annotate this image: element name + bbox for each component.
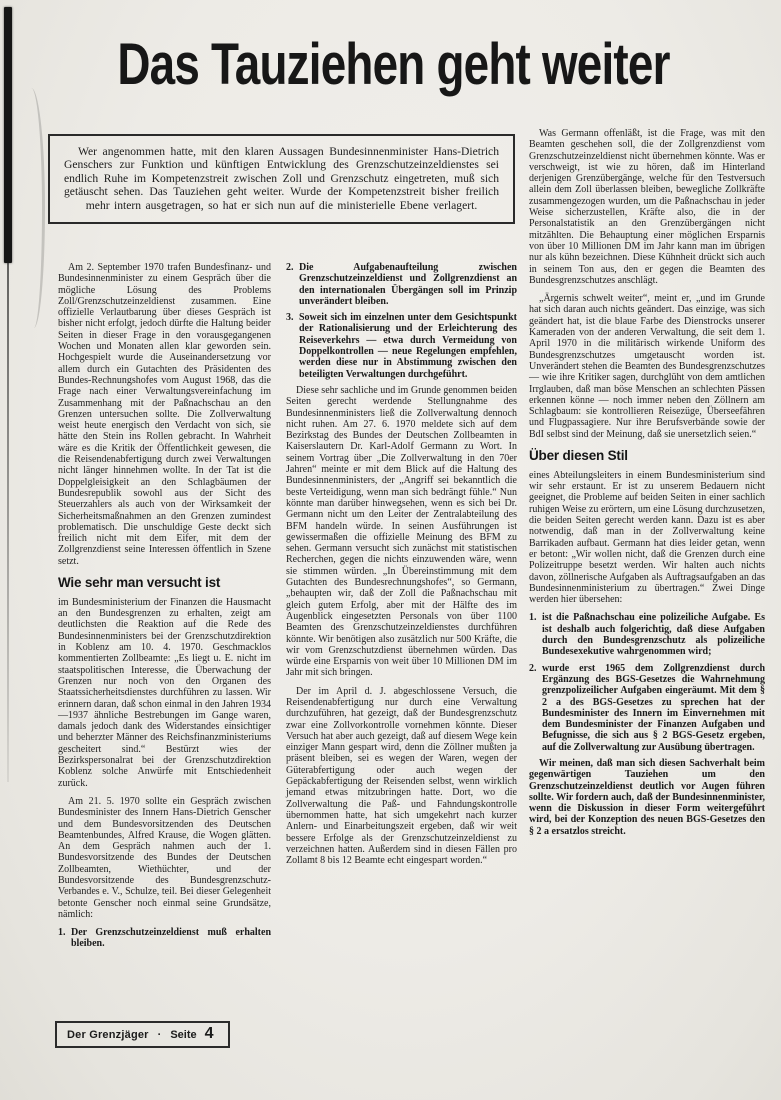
section-heading-versucht: Wie sehr man versucht ist [58, 575, 221, 591]
article-title [0, 32, 781, 97]
list-item [286, 262, 517, 307]
publication-name: Der Grenzjäger [67, 1029, 149, 1041]
column-3 [529, 128, 765, 844]
page-footer [55, 1021, 230, 1048]
closing-paragraph: Wir meinen, daß man sich diesen Sachverhalt beim gegenwärtigen Tauziehen um den Grenzschutzeinzeldienst deutlich vor Augen führen sollte. Wir fordern auch, daß der Bundesinnenminister, wenn die Diskussion in dieser Form weitergeführt wird, bei der Konzeption des neuen BGS-Gesetzes den § 2 a ersatzlos streicht. [529, 757, 765, 837]
scan-edge-line [7, 262, 9, 782]
list-item-number: 1. [58, 927, 66, 939]
list-item [529, 663, 765, 753]
list-item-text: Die Aufgabenaufteilung zwischen Grenzschutzeinzeldienst und Zollgrenzdienst an den internationalen Übergängen soll im Prinzip unverändert bleiben. [299, 262, 517, 307]
list-item-number: 1. [529, 612, 537, 624]
page-number: 4 [204, 1025, 214, 1042]
scan-curl-artifact [20, 88, 45, 328]
list-item-number: 3. [286, 312, 294, 324]
paragraph: „Ärgernis schwelt weiter“, meint er, „und im Grunde hat sich daran auch nichts geändert. Das einzige, was sich geändert hat, ist die blaue Farbe des Dienstrocks unserer Kameraden von der anderen Verwaltung, die seit dem 1. April 1970 in die militärisch wirkende Uniform des Bundesgrenzschutzes umgetauscht worden ist. Unverändert stehen die Beamten des Bundesgrenzschutzes — wie ihre Kritiker sagen, durchglüht von dem amtlichen Irrglauben, daß man böse Menschen an schlechten Pässen erkennen könne — noch immer neben den Zöllnern am Schlagbaum: sie kontrollieren Reisezüge, Überseefähren und Flugpassagiere. Nur ihre Berufsverbände sowie der BdI selbst sind der Meinung, daß sie unersetzlich seien.“ [529, 293, 765, 440]
lead-paragraph: Wer angenommen hatte, mit den klaren Aussagen Bundesinnenminister Hans-Dietrich Genschers zur Funktion und künftigen Entwicklung des Grenzschutzeinzeldienstes sei endlich Ruhe im Kompetenzstreit zwischen Zoll und Grenzschutz eingetreten, muß sich getäuscht sehen. Das Tauziehen geht weiter. Wurde der Kompetenzstreit bisher freilich mehr intern ausgetragen, so hat er sich nun auf die ministerielle Ebene verlagert. [64, 145, 499, 212]
list-item [529, 612, 765, 657]
paragraph: eines Abteilungsleiters in einem Bundesministerium sind wir sehr erstaunt. Er ist zu unserem Bedauern nicht geeignet, die Probleme auf beiden Seiten in einer sachlich ruhigen Weise zu erörtern, um eine Lösung durchzusetzen, die beiden Seiten gerecht werden kann. Dazu ist es aber notwendig, daß man in der Zollverwaltung keine Barrikaden aufbaut. Germann hat dies leider getan, wenn er betont: „Wir wollen nicht, daß die Grenzen durch eine Polizeitruppe besetzt werden. Wir halten auch nichts davon, zöllnerische Aufgaben als Auftragsaufgaben an das Bundesinnenministerium zu übertragen.“ Zwei Dinge werden hier übersehen: [529, 469, 765, 606]
paragraph: im Bundesministerium der Finanzen die Hausmacht an den Bundesgrenzen zu erhalten, zeigt am deutlichsten die Reaktion auf die Rede des Bundesinnenministers bei der Grenzschutzdirektion in Koblenz am 10. 4. 1970. Geschmacklos kommentierten Zollbeamte: „Es liegt u. E. nicht im staatspolitischen Interesse, die Überwachung der Grenzen nur noch von den Organen des Staatssicherheitsdienstes durchführen zu lassen. Wir erinnern daran, daß schon einmal in den Jahren 1934—1937 ähnliche Bestrebungen im Gange waren, damals jedoch dank des Widerstandes einsichtiger und beherzter Männer des Reichsfinanzministeriums gescheitert sind.“ Bestürzt wies der Bezirkspersonalrat bei der Grenzschutzdirektion Koblenz solche Anwürfe mit Entschiedenheit zurück. [58, 596, 271, 789]
column-2 [286, 262, 517, 873]
paragraph: Am 2. September 1970 trafen Bundesfinanz- und Bundesinnenminister zu einem Gespräch über die mögliche Lösung des Problems Zoll/Grenzschutzeinzeldienst zusammen. Eine offizielle Verlautbarung über dieses Gespräch ist bisher nicht erfolgt, jedoch dürfte die Haltung beider Seiten in dieser Frage in den vorausgegangenen Wochen und Monaten allen klar geworden sein. Hochgespielt wurde die Auseinandersetzung vor allem durch ein Gutachten des Präsidenten des Bundes-Rechnungshofes vom August 1968, das die Frage nach einer Verwaltungsvereinfachung im Zusammenhang mit der Paßnachschau an den Grenzen untersuchen sollte. Die Zollverwaltung weist heute energisch den Verdacht von sich, sie hätte den Stein ins Rollen gebracht. In Wahrheit wäre es die Kritik der Öffentlichkeit gewesen, die die Reisendenabfertigung durch zwei Verwaltungen nicht länger hinnehmen wollte. In der Tat ist die Doppelgleisigkeit an den Schlagbäumen der Bundesrepublik sowohl aus der Sicht des Steuerzahlers als auch von der Wirksamkeit der Sicherheitsmaßnahmen an den Grenzen zumindest problematisch. Die unschuldige Geste deckt sich freilich nicht mit dem Eifer, mit dem der Zollgrenzdienst seine Interessen öffentlich in Szene setzt. [58, 262, 271, 567]
list-item-number: 2. [286, 262, 294, 273]
paragraph: Am 21. 5. 1970 sollte ein Gespräch zwischen Bundesminister des Innern Hans-Dietrich Genscher und dem Bundesvorsitzenden des Deutschen Beamtenbundes, Alfred Krause, die Wogen glätten. An dem Gespräch nahmen auch der 1. Bundesvorsitzende des Bundes der Deutschen Zollbeamten, Wiethüchter, und der Bundesvorsitzende des Bundesgrenzschutz-Verbandes e. V., Schulze, teil. Bei dieser Gelegenheit betonte Genscher noch einmal seine Grundsätze, nämlich: [58, 795, 271, 920]
list-item [286, 312, 517, 380]
list-item [58, 927, 271, 950]
list-item-text: Der Grenzschutzeinzeldienst muß erhalten bleiben. [71, 927, 271, 950]
paragraph: Diese sehr sachliche und im Grunde genommen beiden Seiten gerecht werdende Stellungnahme des Bundesinnenministers ließ die Zollverwaltung dennoch nicht ruhen. Am 27. 6. 1970 meldete sich auf dem Bezirkstag des Bundes der Deutschen Zollbeamten in Kaiserslautern Dr. Karl-Adolf Germann zu Wort. In seinem Vortrag über „Die Zollverwaltung in den 70er Jahren“ meinte er mit dem Blick auf die Haltung des Bundesinnenministers, der „Angriff sei bekanntlich die beste Verteidigung, wenn man sich bedrängt fühle.“ Nun könnte man darüber hinwegsehen, wenn es sich bei Dr. Germann nicht um den Leiter der Zentralabteilung des BFM handeln würde. In seinen Ausführungen ist gewissermaßen die offizielle Meinung des BFM zu sehen. Germann versucht sich zunächst mit statistischen Recherchen, gegen die nichts einzuwenden wäre, wenn sie stimmen würden. „In Übereinstimmung mit dem Gutachten des Bundesrechnungshofes“, so Germann, „behaupten wir, daß der Zoll die Paßnachschau mit gleich gutem Erfolg, aber mit der Hälfte des im Augenblick eingesetzten Personals von über 1100 Beamten des Grenzschutzeinzeldienstes durchführen könnte. Wir benötigen also zusätzlich nur 500 Kräfte, die wir vom Grenzschutzdienst übernehmen würden. Das würde eine Ersparnis von weit über 10 Millionen DM im Jahr mit sich bringen. [286, 384, 517, 679]
list-item-text: wurde erst 1965 dem Zollgrenzdienst durch Ergänzung des BGS-Gesetzes die Wahrnehmung grenzpolizeilicher Aufgaben eingeräumt. Mit dem § 2 a des BGS-Gesetzes zu sprechen hat der Bundesminister des Innern im Einvernehmen mit dem Bundesminister der Finanzen Aufgaben und Befugnisse, die sich aus § 2 BGS-Gesetz ergeben, auf die Zollverwaltung zur Ausübung übertragen. [542, 662, 765, 753]
column-1 [58, 262, 271, 955]
paragraph: Der im April d. J. abgeschlossene Versuch, die Reisendenabfertigung nur durch eine Verwaltung durchzuführen, hat gezeigt, daß der Bundesgrenzschutz zwar eine Zollvorkontrolle vornehmen könnte. Dieser Versuch hat aber auch gezeigt, daß auf diesem Wege kein einziger Mann gespart wird, denn die Zöllner mußten ja präsent bleiben, sei es wegen der Waren, wegen der Güterabfertigung oder auch wegen der Gepäckabfertigung der Reisenden selbst, wenn wirklich jemand etwas mitzubringen hatte. Dort, wo die Zollverwaltung die Paß- und Fahndungskontrolle übernommen hatte, hat sich umgekehrt nach kurzer Anlern- und Einarbeitungszeit ergeben, daß wir weit bessere Erfolge als der Grenzschutzeinzeldienst zu verzeichnen hatten. Außerdem sind in diesen Fällen pro Zollamt 8 bis 12 Beamte echt eingespart worden.“ [286, 685, 517, 867]
list-item-text: Soweit sich im einzelnen unter dem Gesichtspunkt der Rationalisierung und der Erleichterung des Reiseverkehrs — etwa durch Vermeidung von Doppelkontrollen — neue Regelungen empfehlen, werden diese nur in Abstimmung zwischen den beteiligten Verwaltungen durchgeführt. [299, 312, 517, 380]
paragraph: Was Germann offenläßt, ist die Frage, was mit den Beamten geschehen soll, die der Zollgrenzdienst vom Grenzschutzeinzeldienst nicht übernehmen könnte. Was er verschweigt, ist wie zu hören, daß im Hinterland derjenigen Grenzübergänge, welche für den Testversuch allein dem Zoll überlassen bleiben, bewegliche Zollkräfte zusammengezogen wurden, um die Paßnachschau in jeder Weise sicherzustellen, Kräfte also, die in der Personalstatistik an den Grenzübergängen nicht mitzählten. Die Behauptung einer möglichen Ersparnis von über 10 Millionen DM im Jahr kann man im übrigen nur als kühn bezeichnen. Diese Kühnheit drückt sich auch in seinem Ton aus, den er gegen die Beamten des Bundesgrenzschutzes anschlägt. [529, 128, 765, 286]
article-title-text: Das Tauziehen geht weiter [117, 32, 670, 97]
section-heading-stil: Über diesen Stil [529, 448, 628, 464]
separator-dot: · [157, 1029, 162, 1041]
page-label: Seite [170, 1029, 197, 1041]
lead-box [48, 134, 515, 224]
list-item-text: ist die Paßnachschau eine polizeiliche Aufgabe. Es ist deshalb auch folgerichtig, daß diese Aufgaben durch den Bundesgrenzschutz als polizeiliche Bundesexekutive wahrgenommen wird; [542, 612, 765, 658]
list-item-number: 2. [529, 662, 537, 674]
